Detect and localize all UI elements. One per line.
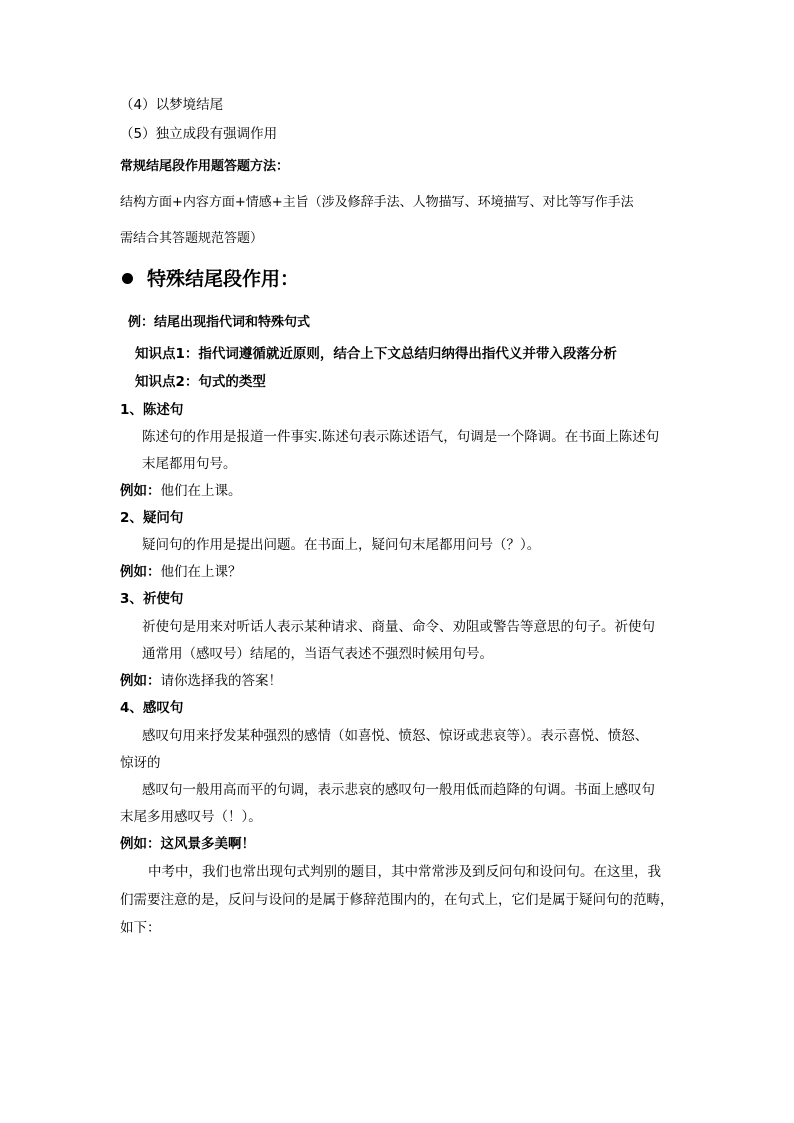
imperative-desc-line-2: 通常用（感叹号）结尾的，当语气表述不强烈时候用句号。 xyxy=(142,646,493,662)
special-ending-heading xyxy=(122,265,299,293)
list-item-dream-ending: （4）以梦境结尾 xyxy=(120,97,224,113)
sentence-type-exclamatory-title: 4、感叹句 xyxy=(120,700,184,716)
example-label: 例如： xyxy=(120,673,161,689)
imperative-example xyxy=(120,671,282,691)
sentence-type-imperative-title: 3、祈使句 xyxy=(120,591,184,607)
sentence-type-declarative-title: 1、陈述句 xyxy=(120,402,184,418)
declarative-example xyxy=(120,481,242,501)
exclamatory-desc-line-4: 末尾多用感叹号（！）。 xyxy=(120,809,262,825)
example-text: 他们在上课？ xyxy=(160,564,242,580)
exclamatory-desc-line-2: 惊讶的 xyxy=(120,755,161,771)
closing-paragraph-line-1: 中考中，我们也常出现句式判别的题目，其中常常涉及到反问句和设问句。在这里，我 xyxy=(148,864,661,880)
list-item-standalone-paragraph: （5）独立成段有强调作用 xyxy=(120,126,278,142)
example-label: 例如： xyxy=(120,836,161,852)
interrogative-example xyxy=(120,562,242,582)
closing-paragraph-line-3: 如下： xyxy=(120,920,161,936)
exclamatory-example xyxy=(120,834,255,854)
declarative-desc-line-1: 陈述句的作用是报道一件事实.陈述句表示陈述语气，句调是一个降调。在书面上陈述句 xyxy=(142,429,660,445)
sentence-type-interrogative-title: 2、疑问句 xyxy=(120,510,184,526)
example-text: 请你选择我的答案！ xyxy=(160,673,282,689)
knowledge-point-1: 知识点1：指代词遵循就近原则，结合上下文总结归纳得出指代义并带入段落分析 xyxy=(135,346,617,362)
exclamatory-desc-line-3: 感叹句一般用高而平的句调，表示悲哀的感叹句一般用低而趋降的句调。书面上感叹句 xyxy=(142,782,655,798)
example-label: 例如： xyxy=(120,483,161,499)
special-ending-heading-text: 特殊结尾段作用： xyxy=(147,268,300,290)
knowledge-point-2: 知识点2：句式的类型 xyxy=(135,374,266,390)
method-text-line-1: 结构方面+内容方面+情感+主旨（涉及修辞手法、人物描写、环境描写、对比等写作手法 xyxy=(120,195,634,210)
closing-paragraph-line-2: 们需要注意的是，反问与设问的是属于修辞范围内的，在句式上，它们是属于疑问句的范畴， xyxy=(120,892,674,908)
imperative-desc-line-1: 祈使句是用来对听话人表示某种请求、商量、命令、劝阻或警告等意思的句子。祈使句 xyxy=(142,619,655,635)
exclamatory-desc-line-1: 感叹句用来抒发某种强烈的感情（如喜悦、愤怒、惊讶或悲哀等）。表示喜悦、愤怒、 xyxy=(142,728,649,744)
method-text-line-2: 需结合其答题规范答题） xyxy=(120,231,264,246)
declarative-desc-line-2: 末尾都用句号。 xyxy=(142,456,237,472)
bullet-icon xyxy=(122,273,133,284)
method-heading: 常规结尾段作用题答题方法： xyxy=(120,159,290,174)
interrogative-desc-line-1: 疑问句的作用是提出问题。在书面上，疑问句末尾都用问号（？）。 xyxy=(142,537,541,553)
example-text: 这风景多美啊！ xyxy=(160,836,255,852)
example-label: 例如： xyxy=(120,564,161,580)
example-text: 他们在上课。 xyxy=(160,483,242,499)
example-heading: 例：结尾出现指代词和特殊句式 xyxy=(128,315,311,330)
